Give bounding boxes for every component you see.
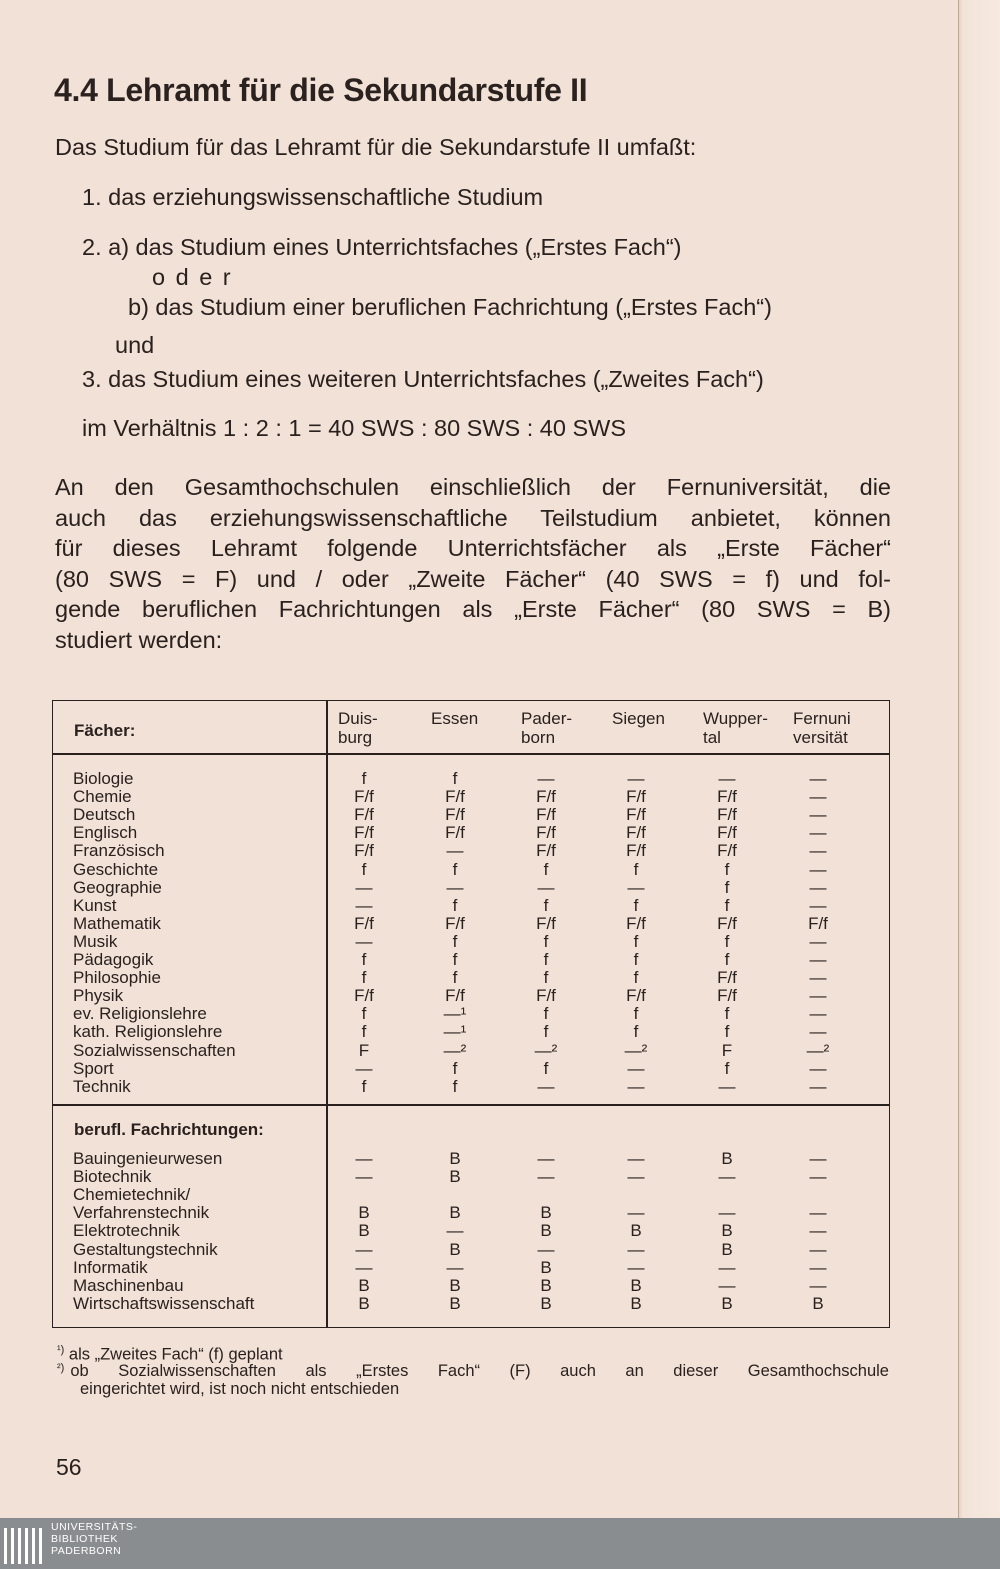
cell-value: f — [543, 1022, 549, 1042]
cell-value: — — [809, 841, 827, 861]
cell-value: F/f — [717, 823, 737, 843]
subject-name: Kunst — [73, 895, 117, 915]
cell-value: f — [452, 931, 458, 951]
cell-value: — — [809, 968, 827, 988]
cell-value: — — [809, 986, 827, 1006]
cell-value: f — [543, 895, 549, 915]
cell-value: F/f — [626, 841, 646, 861]
cell-value: — — [718, 1275, 736, 1295]
cell-value: f — [543, 950, 549, 969]
cell-value: F/f — [717, 968, 737, 988]
cell-value: — — [355, 1149, 373, 1168]
cell-value: f — [633, 950, 639, 969]
cell-value: f — [361, 1004, 367, 1024]
cell-value: F/f — [354, 823, 374, 843]
column-header-duisburg: Duis- burg — [338, 709, 378, 747]
oder-text: o d e r — [152, 264, 233, 290]
subject-name: Physik — [73, 986, 124, 1006]
cell-value: F/f — [536, 986, 556, 1006]
cell-value: — — [537, 1167, 555, 1187]
vocational-name: Maschinenbau — [73, 1275, 184, 1295]
cell-value: — — [446, 1221, 464, 1241]
cell-value: — — [809, 805, 827, 825]
paragraph-line: auch das erziehungswissenschaftliche Teilstudium anbietet, können — [55, 504, 891, 531]
cell-value: f — [452, 769, 458, 788]
subject-name: Mathematik — [73, 913, 161, 933]
cell-value: f — [543, 1004, 549, 1024]
cell-value: B — [449, 1167, 461, 1187]
subject-name: Englisch — [73, 823, 138, 843]
cell-value: — — [627, 1076, 645, 1096]
cell-value: f — [724, 1022, 730, 1042]
header-rule — [52, 753, 890, 755]
cell-value: f — [361, 968, 367, 988]
cell-value: f — [361, 1076, 367, 1096]
cell-value: F/f — [354, 787, 374, 807]
cell-value: — — [718, 1167, 736, 1187]
cell-value: — — [355, 877, 373, 897]
subject-row — [52, 842, 890, 860]
cell-value: —² — [443, 1040, 467, 1060]
cell-value: — — [537, 1076, 555, 1096]
library-footer — [0, 1518, 1000, 1569]
cell-value: F/f — [536, 805, 556, 825]
cell-value: B — [540, 1203, 552, 1223]
cell-value: f — [452, 950, 458, 969]
cell-value: F/f — [536, 841, 556, 861]
list-item-2a: 2. a) das Studium eines Unterrichtsfaches („Erstes Fach“) — [82, 234, 682, 260]
cell-value: f — [724, 859, 730, 879]
cell-value: f — [633, 931, 639, 951]
cell-value: F/f — [445, 805, 465, 825]
cell-value: F/f — [445, 986, 465, 1006]
cell-value: — — [627, 1257, 645, 1277]
cell-value: — — [809, 1221, 827, 1241]
cell-value: f — [452, 895, 458, 915]
subject-row — [52, 861, 890, 879]
paragraph-line: gende beruflichen Fachrichtungen als „Erste Fächer“ (80 SWS = B) — [55, 596, 891, 622]
cell-value: — — [446, 841, 464, 861]
faecher-label: Fächer: — [74, 721, 136, 740]
cell-value: B — [721, 1293, 733, 1313]
cell-value: B — [630, 1293, 642, 1313]
section-heading: 4.4 Lehramt für die Sekundarstufe II — [54, 72, 588, 108]
vocational-name: Verfahrenstechnik — [73, 1203, 210, 1223]
cell-value: B — [630, 1221, 642, 1241]
cell-value: — — [809, 1149, 827, 1168]
vocational-row — [52, 1259, 890, 1277]
subject-row — [52, 1060, 890, 1078]
cell-value: F/f — [717, 986, 737, 1006]
subject-row — [52, 788, 890, 806]
cell-value: — — [446, 877, 464, 897]
vocational-label: berufl. Fachrichtungen: — [74, 1120, 264, 1139]
cell-value: f — [633, 968, 639, 988]
cell-value: B — [540, 1293, 552, 1313]
cell-value: B — [721, 1149, 733, 1168]
subject-row — [52, 933, 890, 951]
cell-value: F/f — [354, 913, 374, 933]
vocational-name: Wirtschaftswissenschaft — [73, 1293, 255, 1313]
cell-value: F/f — [717, 787, 737, 807]
cell-value: — — [718, 769, 736, 788]
page-number: 56 — [56, 1454, 82, 1480]
cell-value: — — [627, 1203, 645, 1223]
cell-value: — — [537, 877, 555, 897]
column-header-siegen: Siegen — [612, 709, 665, 728]
cell-value: F/f — [445, 787, 465, 807]
cell-value: f — [361, 859, 367, 879]
cell-value: — — [537, 1239, 555, 1259]
subject-name: Musik — [73, 931, 118, 951]
cell-value: — — [809, 1004, 827, 1024]
cell-value: f — [543, 1058, 549, 1078]
cell-value: — — [446, 1257, 464, 1277]
cell-value: f — [543, 931, 549, 951]
cell-value: — — [809, 1203, 827, 1223]
cell-value: F/f — [536, 787, 556, 807]
cell-value: F/f — [626, 913, 646, 933]
cell-value: F/f — [536, 823, 556, 843]
cell-value: — — [809, 1275, 827, 1295]
paragraph-line: studiert werden: — [55, 626, 223, 653]
column-header-essen: Essen — [431, 709, 479, 728]
cell-value: F/f — [626, 823, 646, 843]
cell-value: — — [718, 1257, 736, 1277]
subject-name: Technik — [73, 1076, 131, 1096]
subject-name: Sozialwissenschaften — [73, 1040, 236, 1060]
cell-value: f — [452, 968, 458, 988]
cell-value: — — [809, 1239, 827, 1259]
cell-value: — — [718, 1203, 736, 1223]
cell-value: —¹ — [443, 1004, 467, 1024]
subject-row — [52, 806, 890, 824]
footnote-2: $^{^2)}$ ob Sozialwissenschaften als „Erstes Fach“ (F) auch an dieser Gesamthochschule — [57, 1362, 889, 1380]
list-item-3: 3. das Studium eines weiteren Unterrichtsfaches („Zweites Fach“) — [82, 366, 764, 392]
subject-row — [52, 770, 890, 788]
subject-name: Pädagogik — [73, 950, 154, 969]
cell-value: f — [633, 859, 639, 879]
cell-value: — — [627, 1058, 645, 1078]
cell-value: f — [543, 859, 549, 879]
vocational-name: Informatik — [73, 1257, 148, 1277]
cell-value: —² — [806, 1040, 830, 1060]
cell-value: B — [540, 1275, 552, 1295]
vocational-row — [52, 1168, 890, 1186]
subject-name: Philosophie — [73, 968, 161, 988]
cell-value: — — [627, 1167, 645, 1187]
subject-name: ev. Religionslehre — [73, 1004, 207, 1024]
cell-value: B — [630, 1275, 642, 1295]
cell-value: B — [812, 1293, 824, 1313]
subject-name: Chemie — [73, 787, 132, 807]
cell-value: —² — [624, 1040, 648, 1060]
cell-value: B — [721, 1239, 733, 1259]
cell-value: — — [355, 895, 373, 915]
cell-value: F/f — [808, 913, 828, 933]
vocational-row — [52, 1277, 890, 1295]
cell-value: — — [809, 859, 827, 879]
subject-name: kath. Religionslehre — [73, 1022, 223, 1042]
vocational-row — [52, 1222, 890, 1240]
cell-value: — — [537, 1149, 555, 1168]
subject-row — [52, 987, 890, 1005]
cell-value: — — [809, 1167, 827, 1187]
subject-name: Geschichte — [73, 859, 159, 879]
cell-value: F/f — [626, 805, 646, 825]
cell-value: — — [627, 769, 645, 788]
subject-name: Französisch — [73, 841, 165, 861]
cell-value: B — [449, 1203, 461, 1223]
ratio-text: im Verhältnis 1 : 2 : 1 = 40 SWS : 80 SWS : 40 SWS — [82, 415, 626, 441]
cell-value: f — [633, 895, 639, 915]
subject-name: Biologie — [73, 769, 134, 788]
cell-value: f — [633, 1004, 639, 1024]
cell-value: F/f — [717, 913, 737, 933]
cell-value: — — [809, 931, 827, 951]
cell-value: — — [809, 950, 827, 969]
cell-value: f — [452, 1076, 458, 1096]
cell-value: F/f — [717, 805, 737, 825]
cell-value: — — [809, 1076, 827, 1096]
cell-value: f — [361, 950, 367, 969]
vocational-name: Elektrotechnik — [73, 1221, 180, 1241]
subject-row — [52, 915, 890, 933]
column-header-wuppertal: Wupper- tal — [703, 709, 768, 747]
cell-value: f — [543, 968, 549, 988]
paragraph — [55, 472, 891, 655]
cell-value: — — [809, 895, 827, 915]
cell-value: F — [721, 1040, 733, 1060]
cell-value: f — [724, 895, 730, 915]
cell-value: B — [449, 1275, 461, 1295]
vocational-row — [52, 1186, 890, 1204]
cell-value: f — [724, 950, 730, 969]
cell-value: f — [724, 931, 730, 951]
cell-value: F/f — [354, 841, 374, 861]
cell-value: F/f — [626, 986, 646, 1006]
cell-value: F/f — [445, 823, 465, 843]
cell-value: B — [358, 1293, 370, 1313]
cell-value: — — [355, 1257, 373, 1277]
cell-value: F/f — [354, 805, 374, 825]
vocational-name: Gestaltungstechnik — [73, 1239, 218, 1259]
subject-row — [52, 879, 890, 897]
subject-name: Deutsch — [73, 805, 136, 825]
cell-value: — — [809, 787, 827, 807]
cell-value: — — [355, 1167, 373, 1187]
vocational-row — [52, 1204, 890, 1222]
vocational-name: Bauingenieurwesen — [73, 1149, 223, 1168]
subject-row — [52, 1005, 890, 1023]
subject-name: Geographie — [73, 877, 162, 897]
column-header-paderborn: Pader- born — [521, 709, 573, 747]
footnote-2-cont: eingerichtet wird, ist noch nicht entschieden — [80, 1380, 400, 1398]
cell-value: — — [627, 877, 645, 897]
cell-value: — — [355, 931, 373, 951]
cell-value: B — [358, 1221, 370, 1241]
cell-value: — — [355, 1058, 373, 1078]
cell-value: — — [809, 1022, 827, 1042]
cell-value: f — [452, 1058, 458, 1078]
cell-value: —² — [534, 1040, 558, 1060]
section-rule — [52, 1104, 890, 1106]
cell-value: — — [627, 1149, 645, 1168]
cell-value: — — [627, 1239, 645, 1259]
cell-value: B — [358, 1203, 370, 1223]
cell-value: B — [449, 1149, 461, 1168]
library-name: UNIVERSITÄTS- BIBLIOTHEK PADERBORN — [51, 1521, 138, 1557]
cell-value: F — [358, 1040, 370, 1060]
page-edge — [958, 0, 1000, 1518]
cell-value: f — [724, 1004, 730, 1024]
cell-value: B — [540, 1221, 552, 1241]
subject-row — [52, 969, 890, 987]
cell-value: —¹ — [443, 1022, 467, 1042]
cell-value: f — [724, 1058, 730, 1078]
subject-row — [52, 951, 890, 969]
cell-value: f — [361, 769, 367, 788]
subject-row — [52, 1078, 890, 1096]
vocational-name: Chemietechnik/ — [73, 1185, 191, 1205]
column-header-fernuniversitaet: Fernuni versität — [793, 709, 851, 747]
cell-value: f — [452, 859, 458, 879]
cell-value: — — [809, 823, 827, 843]
cell-value: — — [809, 877, 827, 897]
cell-value: f — [633, 1022, 639, 1042]
subject-row — [52, 1042, 890, 1060]
paragraph-line: (80 SWS = F) und / oder „Zweite Fächer“ (40 SWS = f) und fol- — [55, 565, 891, 592]
cell-value: — — [537, 769, 555, 788]
cell-value: — — [718, 1076, 736, 1096]
cell-value: B — [721, 1221, 733, 1241]
library-logo-icon — [4, 1528, 46, 1564]
cell-value: B — [449, 1239, 461, 1259]
subject-row — [52, 824, 890, 842]
paragraph-line: für dieses Lehramt folgende Unterrichtsfächer als „Erste Fächer“ — [55, 535, 891, 561]
cell-value: f — [361, 1022, 367, 1042]
subject-row — [52, 1023, 890, 1041]
cell-value: — — [809, 1058, 827, 1078]
cell-value: B — [540, 1257, 552, 1277]
cell-value: F/f — [717, 841, 737, 861]
cell-value: B — [358, 1275, 370, 1295]
cell-value: — — [809, 1257, 827, 1277]
footnote-1: $^{^1)}$ als „Zweites Fach“ (f) geplant — [57, 1344, 283, 1364]
list-item-1: 1. das erziehungswissenschaftliche Studium — [82, 184, 544, 210]
und-text: und — [115, 332, 155, 358]
cell-value: F/f — [445, 913, 465, 933]
vocational-row — [52, 1295, 890, 1313]
vocational-row — [52, 1241, 890, 1259]
vocational-name: Biotechnik — [73, 1167, 152, 1187]
cell-value: — — [355, 1239, 373, 1259]
intro-text: Das Studium für das Lehramt für die Sekundarstufe II umfaßt: — [55, 134, 697, 160]
subject-name: Sport — [73, 1058, 114, 1078]
cell-value: F/f — [354, 986, 374, 1006]
list-item-2b: b) das Studium einer beruflichen Fachrichtung („Erstes Fach“) — [128, 294, 772, 320]
subject-row — [52, 897, 890, 915]
cell-value: f — [724, 877, 730, 897]
cell-value: — — [809, 769, 827, 788]
paragraph-line: An den Gesamthochschulen einschließlich der Fernuniversität, die — [55, 474, 891, 500]
cell-value: F/f — [536, 913, 556, 933]
vocational-row — [52, 1150, 890, 1168]
cell-value: F/f — [626, 787, 646, 807]
cell-value: B — [449, 1293, 461, 1313]
